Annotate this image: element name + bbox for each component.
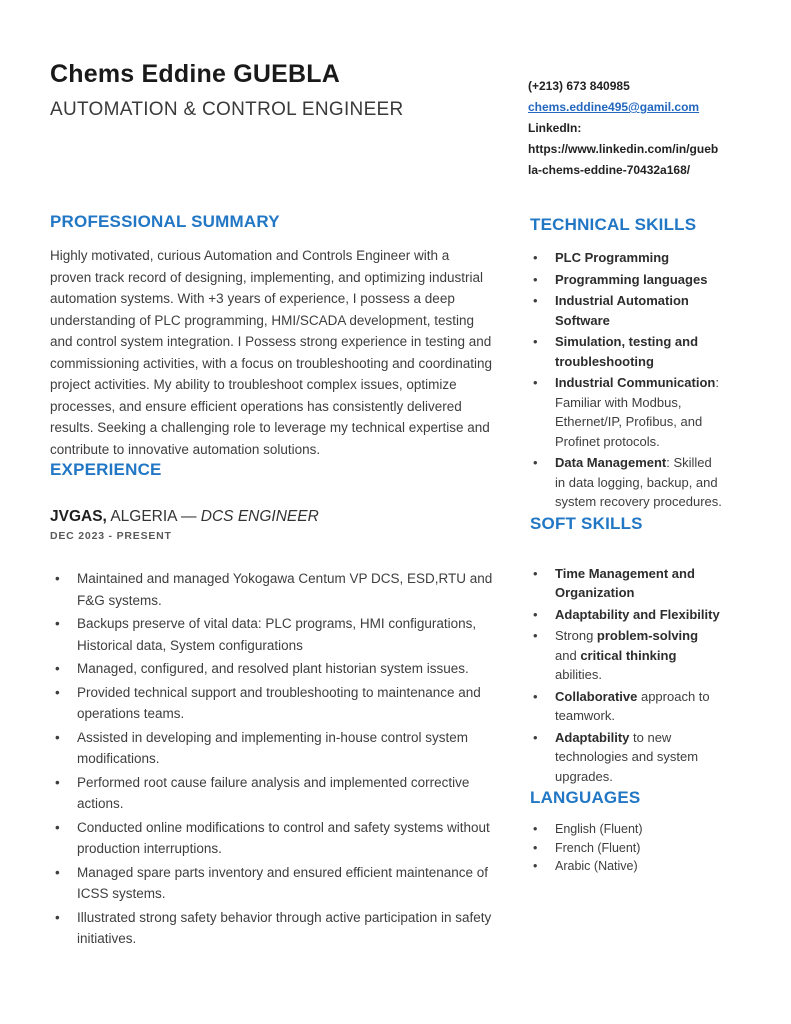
skill-item: • Simulation, testing and troubleshooting [530,332,723,371]
experience-bullet: • Conducted online modifications to control and safety systems without production interruptions. [50,817,494,860]
technical-skills-list [530,248,723,512]
experience-bullet: • Provided technical support and troubleshooting to maintenance and operations teams. [50,682,494,725]
right-column [530,215,723,876]
experience-bullet: • Assisted in developing and implementing in-house control system modifications. [50,727,494,770]
experience-bullet: • Managed, configured, and resolved plant historian system issues. [50,658,494,680]
skill-item: • Data Management: Skilled in data logging, backup, and system recovery procedures. [530,453,723,512]
skill-item: • Industrial Communication: Familiar with Modbus, Ethernet/IP, Profibus, and Profinet protocols. [530,373,723,451]
skill-item: • Industrial Automation Software [530,291,723,330]
section-heading-professional-summary: PROFESSIONAL SUMMARY [50,212,280,231]
phone-number: (+213) 673 840985 [528,79,630,93]
contact-block [528,76,721,181]
section-heading-soft-skills: SOFT SKILLS [530,513,643,533]
summary-paragraph: Highly motivated, curious Automation and Controls Engineer with a proven track record of designing, implementing, and optimizing industrial automation systems. With +3 years of experience, I possess a deep understanding of PLC programming, HMI/SCADA development, testing and control system integration. I Possess strong experience in testing and commissioning activities, with a focus on troubleshooting and coordinating project activities. My ability to troubleshoot complex issues, optimize processes, and ensure efficient operations has consistently delivered results. Seeking a challenging role to leverage my technical expertise and contribute to innovative automation solutions. [50,248,492,457]
soft-skill-item: • Time Management and Organization [530,564,723,603]
experience-bullet: • Maintained and managed Yokogawa Centum VP DCS, ESD,RTU and F&G systems. [50,568,494,611]
resume-name: Chems Eddine GUEBLA [50,60,340,88]
experience-bullet-list [50,568,494,950]
language-item: • English (Fluent) [530,820,723,839]
soft-skill-item: • Collaborative approach to teamwork. [530,687,723,726]
languages-list [530,820,723,876]
experience-bullet: • Performed root cause failure analysis and implemented corrective actions. [50,772,494,815]
job-dates: DEC 2023 - PRESENT [50,530,172,542]
left-column [50,212,494,952]
section-heading-experience: EXPERIENCE [50,460,162,479]
section-heading-languages: LANGUAGES [530,788,641,807]
experience-bullet: • Illustrated strong safety behavior through active participation in safety initiatives. [50,907,494,950]
resume-job-title: AUTOMATION & CONTROL ENGINEER [50,99,404,120]
email-row [528,97,721,118]
job-location: ALGERIA — [110,508,197,525]
language-item: • French (Fluent) [530,839,723,858]
job-role: DCS ENGINEER [200,508,319,525]
company-name: JVGAS, [50,508,107,525]
section-heading-technical-skills: TECHNICAL SKILLS [530,215,697,234]
language-item: • Arabic (Native) [530,857,723,876]
experience-bullet: • Managed spare parts inventory and ensured efficient maintenance of ICSS systems. [50,862,494,905]
soft-skill-item: • Adaptability to new technologies and system upgrades. [530,728,723,787]
skill-item: • PLC Programming [530,248,723,268]
experience-bullet: • Backups preserve of vital data: PLC programs, HMI configurations, Historical data, System configurations [50,613,494,656]
soft-skills-list [530,564,723,787]
email-link[interactable]: chems.eddine495@gamil.com [528,100,700,114]
job-title-line [50,508,494,526]
soft-skill-item: • Adaptability and Flexibility [530,605,723,625]
soft-skill-item: • Strong problem-solving and critical thinking abilities. [530,626,723,685]
linkedin-label: LinkedIn: [528,121,582,135]
linkedin-url: https://www.linkedin.com/in/guebla-chems-eddine-70432a168/ [528,142,719,177]
skill-item: • Programming languages [530,270,723,290]
